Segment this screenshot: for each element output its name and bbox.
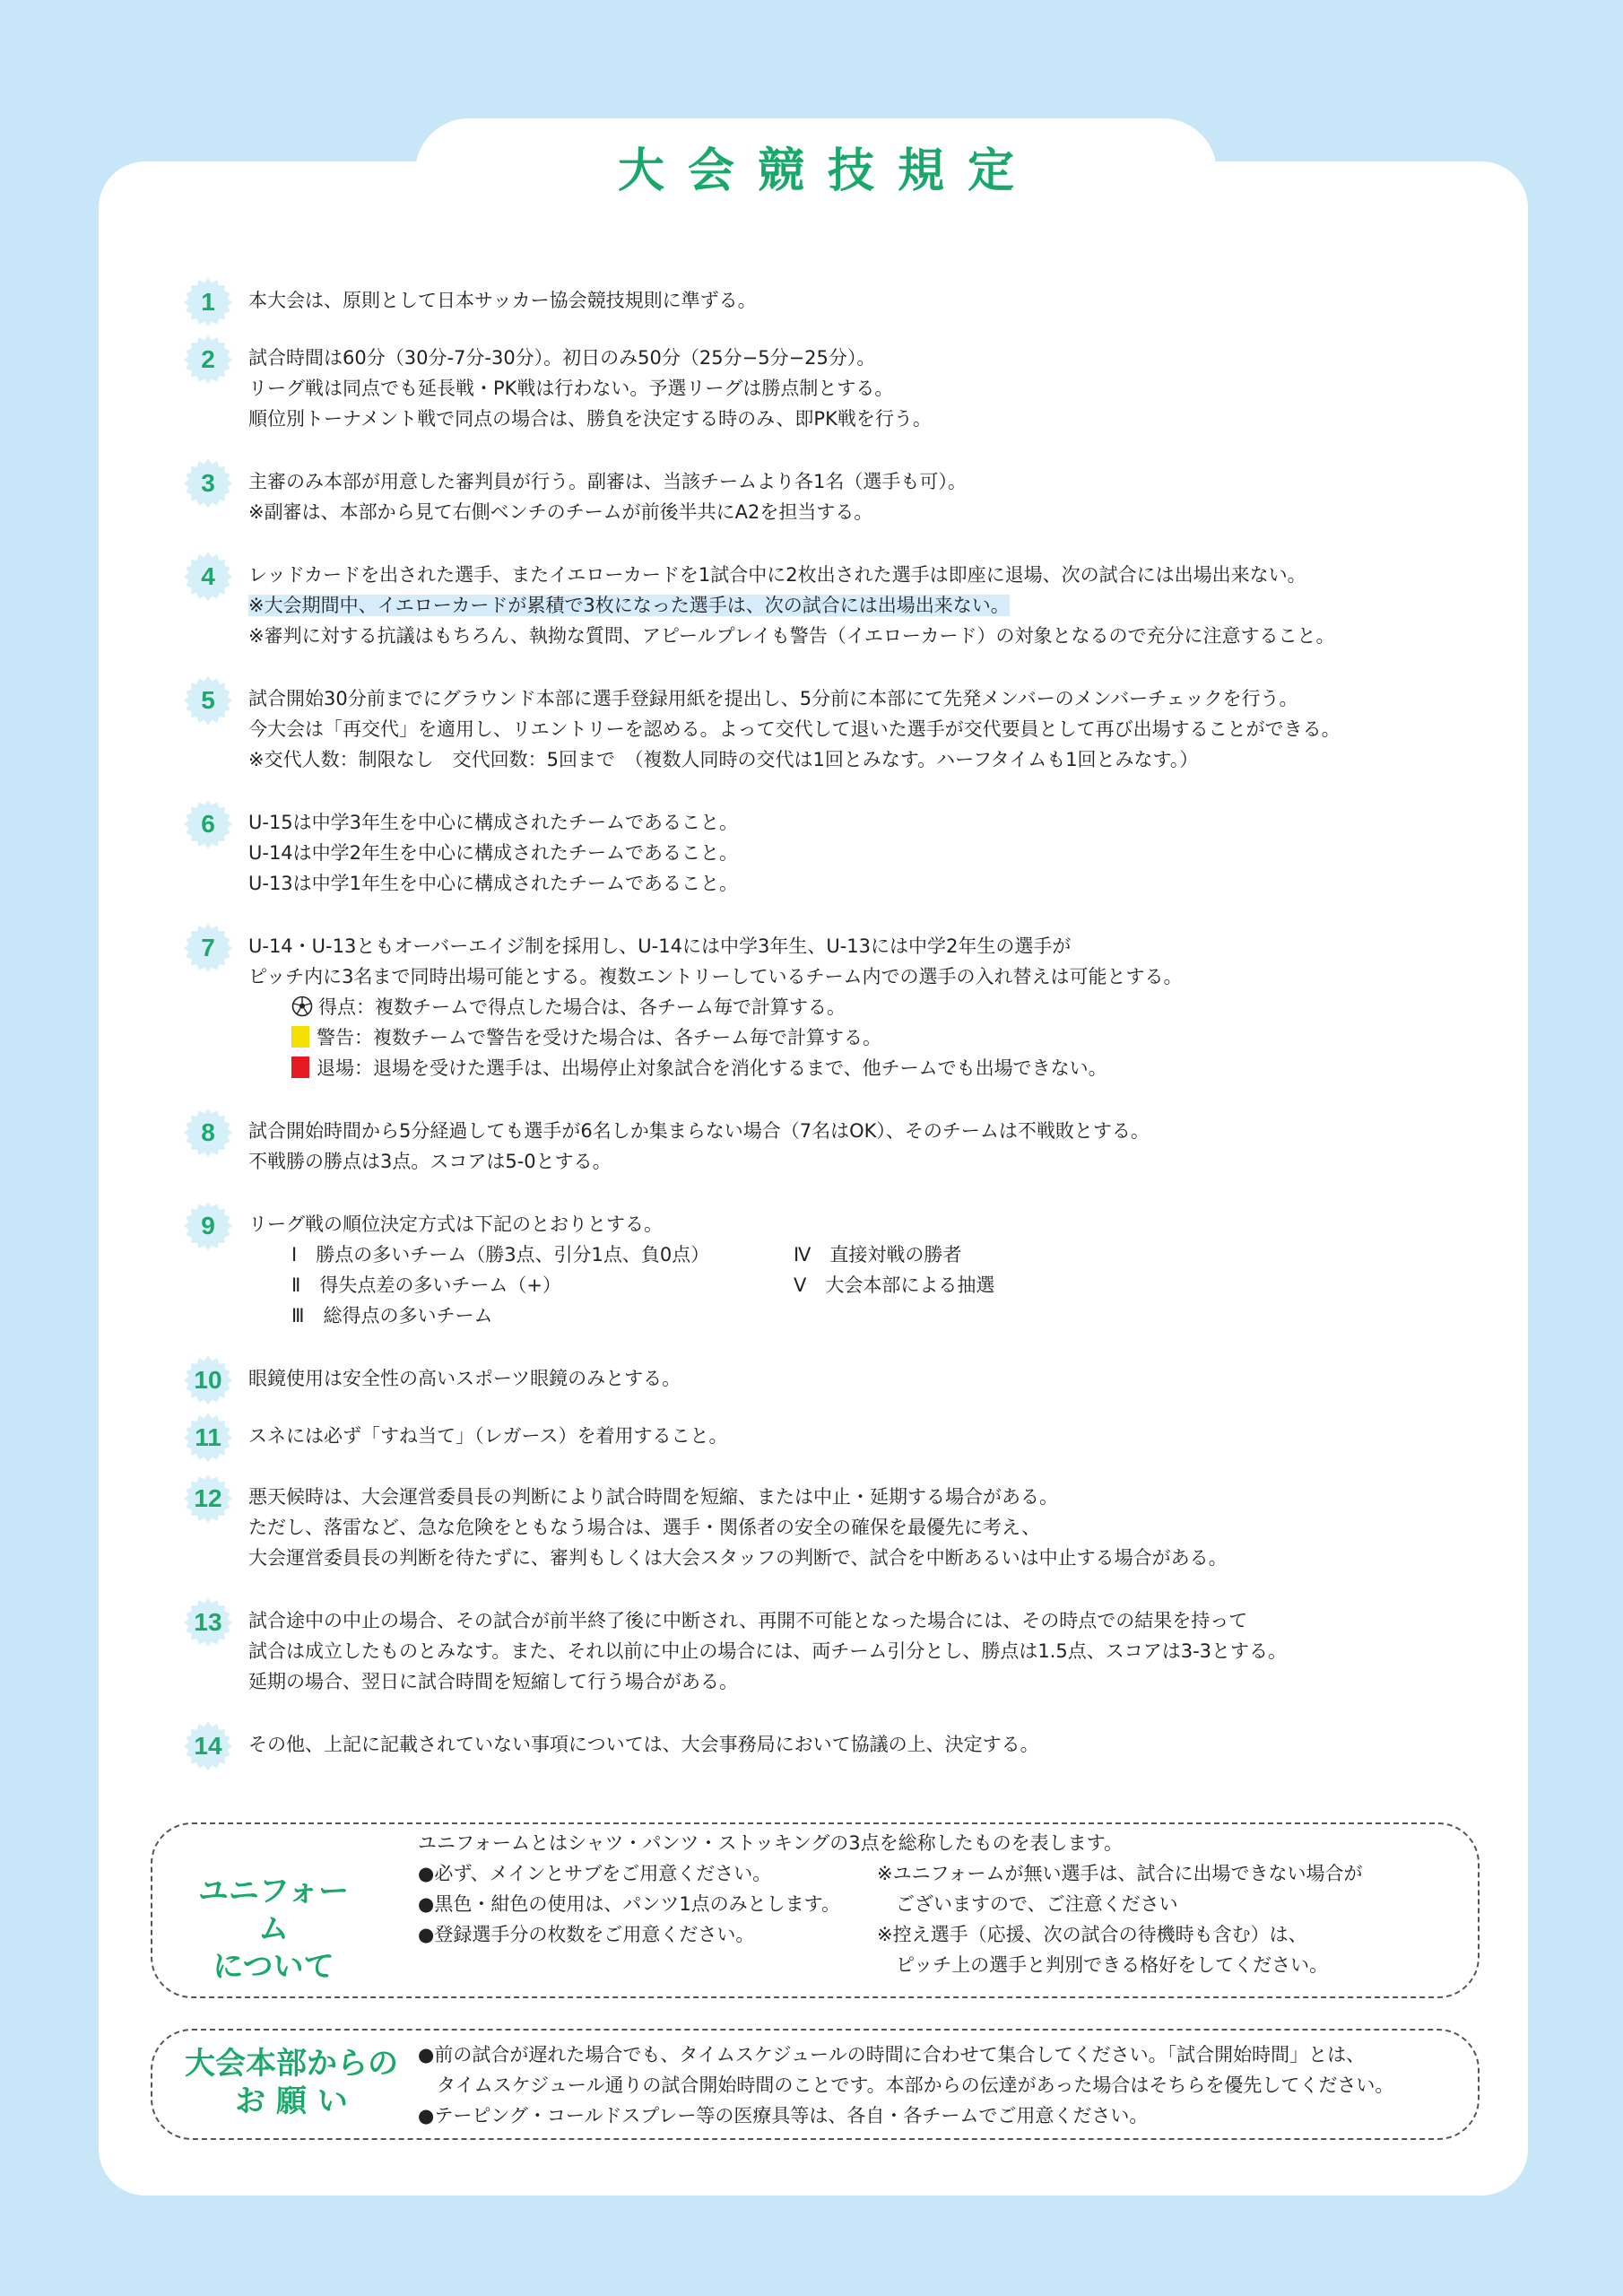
request-box — [151, 2029, 1480, 2140]
rule-7 — [184, 931, 1493, 1083]
rule-number-badge: 8 — [184, 1109, 232, 1157]
rule-sub-line: 警告：複数チームで警告を受けた場合は、各チーム毎で計算する。 — [248, 1022, 1493, 1053]
rule-number-badge: 9 — [184, 1202, 232, 1250]
rule-text-line: 本大会は、原則として日本サッカー協会競技規則に準ずる。 — [248, 290, 757, 311]
rule-text-line: 主審のみ本部が用意した審判員が行う。副審は、当該チームより各1名（選手も可）。 — [248, 471, 967, 492]
rule-14 — [184, 1729, 1493, 1760]
rule-text-line: 試合開始30分前までにグラウンド本部に選手登録用紙を提出し、5分前に本部にて先発メンバーのメンバーチェックを行う。 — [248, 688, 1298, 709]
rule-text-line: 試合時間は60分（30分-7分-30分）。初日のみ50分（25分−5分−25分）。 — [248, 347, 876, 369]
rule-text-line: U-14・U-13ともオーバーエイジ制を採用し、U-14には中学3年生、U-13には中学2年生の選手が — [248, 935, 1072, 957]
criteria-item: Ⅳ 直接対戦の勝者 — [794, 1244, 962, 1265]
rule-text-line: 試合開始時間から5分経過しても選手が6名しか集まらない場合（7名はOK）、そのチームは不戦敗とする。 — [248, 1120, 1150, 1142]
request-lines: ●前の試合が遅れた場合でも、タイムスケジュールの時間に合わせて集合してください。「試合開始時間」とは、 タイムスケジュール通りの試合開始時間のことです。本部からの伝達があった場合はそちらを優先してください。 ●テーピング・コールドスプレー等の医療具等は、各自・各チームでご用意ください。 — [418, 2044, 1394, 2126]
request-label: 大会本部からの お 願 い — [185, 2046, 398, 2119]
rule-6 — [184, 807, 1493, 899]
rule-text-line: U-15は中学3年生を中心に構成されたチームであること。 — [248, 812, 739, 833]
rule-number-badge: 6 — [184, 800, 232, 848]
rule-text-line: 眼鏡使用は安全性の高いスポーツ眼鏡のみとする。 — [248, 1368, 681, 1389]
rule-number-badge: 1 — [184, 278, 232, 326]
rule-number-badge: 13 — [184, 1598, 232, 1647]
yellow-card-icon — [291, 1026, 309, 1048]
criteria-item: Ⅴ 大会本部による抽選 — [794, 1274, 995, 1296]
rules-list — [184, 285, 1493, 1787]
rule-text-line: ※副審は、本部から見て右側ベンチのチームが前後半共にA2を担当する。 — [248, 501, 873, 523]
rule-13 — [184, 1605, 1493, 1697]
rule-text-line: その他、上記に記載されていない事項については、大会事務局において協議の上、決定する。 — [248, 1734, 1039, 1755]
rule-number-badge: 7 — [184, 924, 232, 972]
rule-number-badge: 2 — [184, 335, 232, 384]
rule-text-line: 不戦勝の勝点は3点。スコアは5-0とする。 — [248, 1151, 612, 1172]
rule-text-line: 大会運営委員長の判断を待たずに、審判もしくは大会スタッフの判断で、試合を中断あるいは中止する場合がある。 — [248, 1547, 1228, 1569]
rule-text-line: 延期の場合、翌日に試合時間を短縮して行う場合がある。 — [248, 1671, 738, 1692]
rule-3 — [184, 466, 1493, 527]
rule-1 — [184, 285, 1493, 316]
rule-number-badge: 5 — [184, 676, 232, 725]
rule-number-badge: 4 — [184, 552, 232, 601]
rule-sub-line: 得点：複数チームで得点した場合は、各チーム毎で計算する。 — [248, 992, 1493, 1022]
rule-9 — [184, 1209, 1493, 1331]
criteria-item: Ⅰ 勝点の多いチーム（勝3点、引分1点、負0点） — [291, 1244, 710, 1265]
rule-text-line: U-13は中学1年生を中心に構成されたチームであること。 — [248, 873, 739, 894]
soccer-ball-icon — [291, 996, 313, 1017]
rule-number-badge: 14 — [184, 1722, 232, 1770]
rule-text-line: 試合途中の中止の場合、その試合が前半終了後に中断され、再開不可能となった場合には、その時点での結果を持って — [248, 1610, 1248, 1631]
rule-12 — [184, 1482, 1493, 1573]
criteria-right-column — [794, 1239, 994, 1331]
rule-number-badge: 3 — [184, 459, 232, 508]
rule-4 — [184, 560, 1493, 651]
criteria-item: Ⅲ 総得点の多いチーム — [291, 1305, 493, 1326]
rule-text-line: ※大会期間中、イエローカードが累積で3枚になった選手は、次の試合には出場出来ない。 — [248, 595, 1010, 616]
uniform-label: ユニフォーム について — [197, 1874, 350, 1985]
rule-8 — [184, 1116, 1493, 1177]
uniform-intro: ユニフォームとはシャツ・パンツ・ストッキングの3点を総称したものを表します。 — [418, 1832, 1123, 1854]
rule-number-badge: 12 — [184, 1474, 232, 1523]
red-card-icon — [291, 1057, 309, 1078]
rule-text-line: U-14は中学2年生を中心に構成されたチームであること。 — [248, 842, 739, 864]
rule-text-line: リーグ戦は同点でも延長戦・PK戦は行わない。予選リーグは勝点制とする。 — [248, 378, 894, 399]
rule-2 — [184, 343, 1493, 434]
rule-text-line: ※審判に対する抗議はもちろん、執拗な質問、アピールプレイも警告（イエローカード）の対象となるので充分に注意すること。 — [248, 625, 1335, 647]
rule-11 — [184, 1421, 1493, 1451]
rule-text-line: 今大会は「再交代」を適用し、リエントリーを認める。よって交代して退いた選手が交代要員として再び出場することができる。 — [248, 718, 1341, 740]
rule-text-line: ※交代人数：制限なし 交代回数：5回まで （複数人同時の交代は1回とみなす。ハーフタイムも1回とみなす。） — [248, 749, 1199, 770]
rule-number-badge: 10 — [184, 1356, 232, 1405]
rule-text-line: スネには必ず「すね当て」（レガース）を着用すること。 — [248, 1425, 728, 1447]
rule-sub-line: 退場：退場を受けた選手は、出場停止対象試合を消化するまで、他チームでも出場できない。 — [248, 1053, 1493, 1083]
criteria-left-column — [248, 1239, 794, 1331]
rule-number-badge: 11 — [184, 1413, 232, 1462]
rule-text-line: 順位別トーナメント戦で同点の場合は、勝負を決定する時のみ、即PK戦を行う。 — [248, 408, 932, 430]
uniform-right-notes: ※ユニフォームが無い選手は、試合に出場できない場合が ございますので、ご注意ください ※控え選手（応援、次の試合の待機時も含む）は、 ピッチ上の選手と判別できる格好をしてください。 — [877, 1863, 1363, 1976]
rule-text-line: レッドカードを出された選手、またイエローカードを1試合中に2枚出された選手は即座に退場、次の試合には出場出来ない。 — [248, 564, 1306, 586]
rule-text-line: ピッチ内に3名まで同時出場可能とする。複数エントリーしているチーム内での選手の入れ替えは可能とする。 — [248, 966, 1183, 987]
ranking-criteria — [248, 1239, 1493, 1331]
criteria-item: Ⅱ 得失点差の多いチーム（+） — [291, 1274, 561, 1296]
rule-10 — [184, 1363, 1493, 1394]
rule-5 — [184, 683, 1493, 775]
page-title: 大会競技規定 — [617, 144, 1037, 198]
uniform-box — [151, 1822, 1480, 1998]
rule-text-line: リーグ戦の順位決定方式は下記のとおりとする。 — [248, 1213, 663, 1235]
rule-text-line: 悪天候時は、大会運営委員長の判断により試合時間を短縮、または中止・延期する場合がある。 — [248, 1486, 1058, 1508]
uniform-left-list: ●必ず、メインとサブをご用意ください。 ●黒色・紺色の使用は、パンツ1点のみとします。 ●登録選手分の枚数をご用意ください。 — [418, 1863, 841, 1945]
rule-text-line: ただし、落雷など、急な危険をともなう場合は、選手・関係者の安全の確保を最優先に考え、 — [248, 1517, 1041, 1538]
rule-text-line: 試合は成立したものとみなす。また、それ以前に中止の場合には、両チーム引分とし、勝点は1.5点、スコアは3-3とする。 — [248, 1640, 1288, 1662]
